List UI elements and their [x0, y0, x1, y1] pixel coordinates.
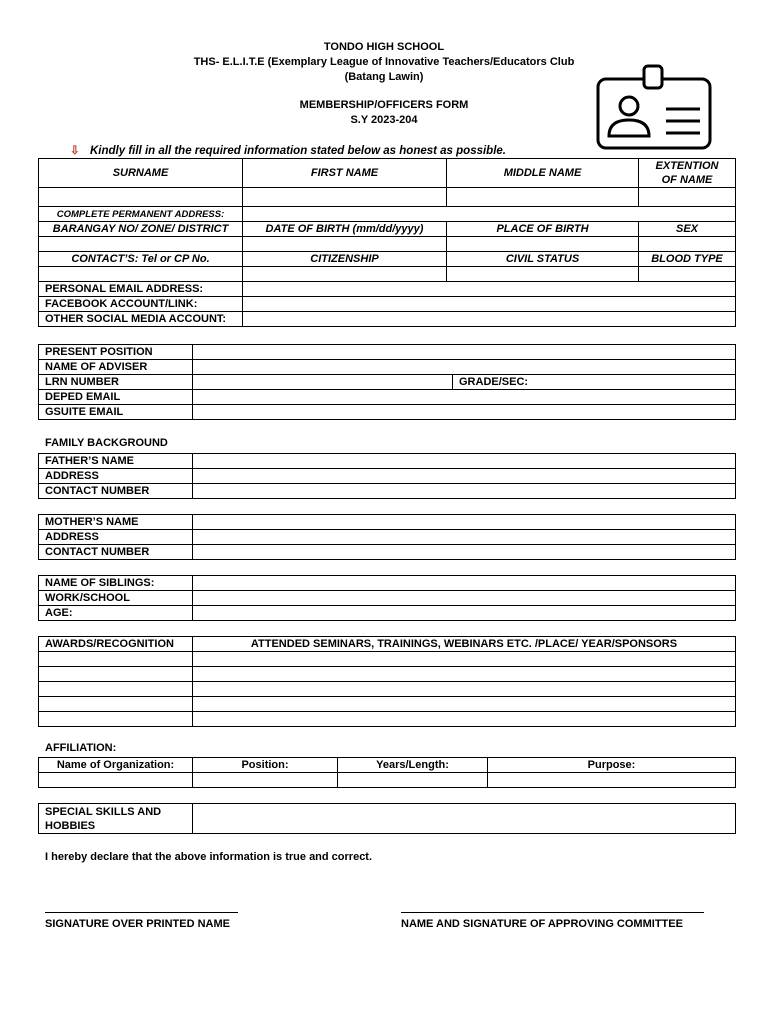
- email-field[interactable]: [243, 282, 736, 297]
- first-name-field[interactable]: [243, 188, 447, 207]
- middle-name-field[interactable]: [447, 188, 639, 207]
- sex-field[interactable]: [639, 237, 736, 252]
- purpose-header: Purpose:: [488, 758, 736, 773]
- age-label: AGE:: [39, 606, 193, 621]
- sex-label: SEX: [639, 222, 736, 237]
- affiliation-heading: AFFILIATION:: [45, 742, 117, 754]
- name-extension-label: EXTENTION OF NAME: [639, 159, 736, 188]
- name-extension-field[interactable]: [639, 188, 736, 207]
- middle-name-label: MIDDLE NAME: [447, 159, 639, 188]
- father-table: [38, 453, 736, 499]
- purpose-field[interactable]: [488, 773, 736, 788]
- present-position-label: PRESENT POSITION: [39, 345, 193, 360]
- father-address-label: ADDRESS: [39, 469, 193, 484]
- position-header: Position:: [193, 758, 338, 773]
- father-contact-field[interactable]: [193, 484, 736, 499]
- grade-sec-field[interactable]: [453, 375, 736, 390]
- years-field[interactable]: [338, 773, 488, 788]
- citizenship-label: CITIZENSHIP: [243, 252, 447, 267]
- school-name: TONDO HIGH SCHOOL: [323, 41, 445, 53]
- mother-address-label: ADDRESS: [39, 530, 193, 545]
- mother-address-field[interactable]: [193, 530, 736, 545]
- club-name: THS- E.L.I.T.E (Exemplary League of Innovative Teachers/Educators Club: [193, 56, 575, 68]
- lrn-label: LRN NUMBER: [39, 375, 193, 390]
- father-name-field[interactable]: [193, 454, 736, 469]
- committee-signature-line[interactable]: [401, 912, 704, 913]
- blood-type-field[interactable]: [639, 267, 736, 282]
- work-school-label: WORK/SCHOOL: [39, 591, 193, 606]
- dob-label: DATE OF BIRTH (mm/dd/yyyy): [243, 222, 447, 237]
- barangay-label: BARANGAY NO/ ZONE/ DISTRICT: [39, 222, 243, 237]
- affiliation-table: [38, 757, 736, 788]
- siblings-table: [38, 575, 736, 621]
- gsuite-email-label: GSUITE EMAIL: [39, 405, 193, 420]
- award-field[interactable]: [39, 712, 193, 727]
- place-of-birth-field[interactable]: [447, 237, 639, 252]
- seminars-header: ATTENDED SEMINARS, TRAININGS, WEBINARS ETC. /PLACE/ YEAR/SPONSORS: [193, 637, 736, 652]
- complete-address-field[interactable]: [243, 207, 736, 222]
- first-name-label: FIRST NAME: [243, 159, 447, 188]
- mother-contact-label: CONTACT NUMBER: [39, 545, 193, 560]
- award-field[interactable]: [39, 697, 193, 712]
- complete-address-label: COMPLETE PERMANENT ADDRESS:: [39, 207, 243, 222]
- grade-sec-label: GRADE/SEC:: [459, 375, 529, 388]
- personal-info-table: [38, 158, 736, 327]
- contact-label: CONTACT’S: Tel or CP No.: [39, 252, 243, 267]
- siblings-label: NAME OF SIBLINGS:: [39, 576, 193, 591]
- siblings-field[interactable]: [193, 576, 736, 591]
- lrn-field[interactable]: [193, 375, 453, 390]
- seminar-field[interactable]: [193, 712, 736, 727]
- blood-type-label: BLOOD TYPE: [639, 252, 736, 267]
- place-of-birth-label: PLACE OF BIRTH: [447, 222, 639, 237]
- contact-field[interactable]: [39, 267, 243, 282]
- deped-email-label: DEPED EMAIL: [39, 390, 193, 405]
- id-card-icon: [596, 64, 712, 150]
- seminar-field[interactable]: [193, 667, 736, 682]
- dob-field[interactable]: [243, 237, 447, 252]
- mother-name-label: MOTHER’S NAME: [39, 515, 193, 530]
- awards-table: [38, 636, 736, 727]
- seminar-field[interactable]: [193, 652, 736, 667]
- skills-label: SPECIAL SKILLS AND HOBBIES: [39, 804, 193, 834]
- arrow-down-icon: ⇩: [70, 145, 80, 157]
- adviser-field[interactable]: [193, 360, 736, 375]
- awards-header: AWARDS/RECOGNITION: [39, 637, 193, 652]
- gsuite-email-field[interactable]: [193, 405, 736, 420]
- declaration-text: I hereby declare that the above information is true and correct.: [45, 851, 373, 863]
- father-name-label: FATHER’S NAME: [39, 454, 193, 469]
- position-field[interactable]: [193, 773, 338, 788]
- seminar-field[interactable]: [193, 697, 736, 712]
- civil-status-field[interactable]: [447, 267, 639, 282]
- adviser-label: NAME OF ADVISER: [39, 360, 193, 375]
- mother-contact-field[interactable]: [193, 545, 736, 560]
- school-info-table: [38, 344, 736, 420]
- father-contact-label: CONTACT NUMBER: [39, 484, 193, 499]
- skills-table: [38, 803, 736, 834]
- age-field[interactable]: [193, 606, 736, 621]
- surname-label: SURNAME: [39, 159, 243, 188]
- email-label: PERSONAL EMAIL ADDRESS:: [39, 282, 243, 297]
- deped-email-field[interactable]: [193, 390, 736, 405]
- facebook-field[interactable]: [243, 297, 736, 312]
- present-position-field[interactable]: [193, 345, 736, 360]
- award-field[interactable]: [39, 682, 193, 697]
- organization-header: Name of Organization:: [39, 758, 193, 773]
- school-year: S.Y 2023-204: [350, 114, 418, 126]
- committee-signature-label: NAME AND SIGNATURE OF APPROVING COMMITTEE: [401, 918, 683, 930]
- mother-table: [38, 514, 736, 560]
- club-subtitle: (Batang Lawin): [344, 71, 424, 83]
- years-header: Years/Length:: [338, 758, 488, 773]
- instruction-note: ⇩ Kindly fill in all the required information stated below as honest as possible.: [70, 145, 506, 157]
- work-school-field[interactable]: [193, 591, 736, 606]
- civil-status-label: CIVIL STATUS: [447, 252, 639, 267]
- surname-field[interactable]: [39, 188, 243, 207]
- family-background-heading: FAMILY BACKGROUND: [45, 437, 168, 449]
- other-social-label: OTHER SOCIAL MEDIA ACCOUNT:: [39, 312, 243, 327]
- barangay-field[interactable]: [39, 237, 243, 252]
- applicant-signature-label: SIGNATURE OVER PRINTED NAME: [45, 918, 230, 930]
- citizenship-field[interactable]: [243, 267, 447, 282]
- seminar-field[interactable]: [193, 682, 736, 697]
- other-social-field[interactable]: [243, 312, 736, 327]
- form-title: MEMBERSHIP/OFFICERS FORM: [299, 99, 469, 111]
- award-field[interactable]: [39, 652, 193, 667]
- father-address-field[interactable]: [193, 469, 736, 484]
- applicant-signature-line[interactable]: [45, 912, 238, 913]
- skills-field[interactable]: [193, 804, 736, 834]
- facebook-label: FACEBOOK ACCOUNT/LINK:: [39, 297, 243, 312]
- organization-field[interactable]: [39, 773, 193, 788]
- mother-name-field[interactable]: [193, 515, 736, 530]
- award-field[interactable]: [39, 667, 193, 682]
